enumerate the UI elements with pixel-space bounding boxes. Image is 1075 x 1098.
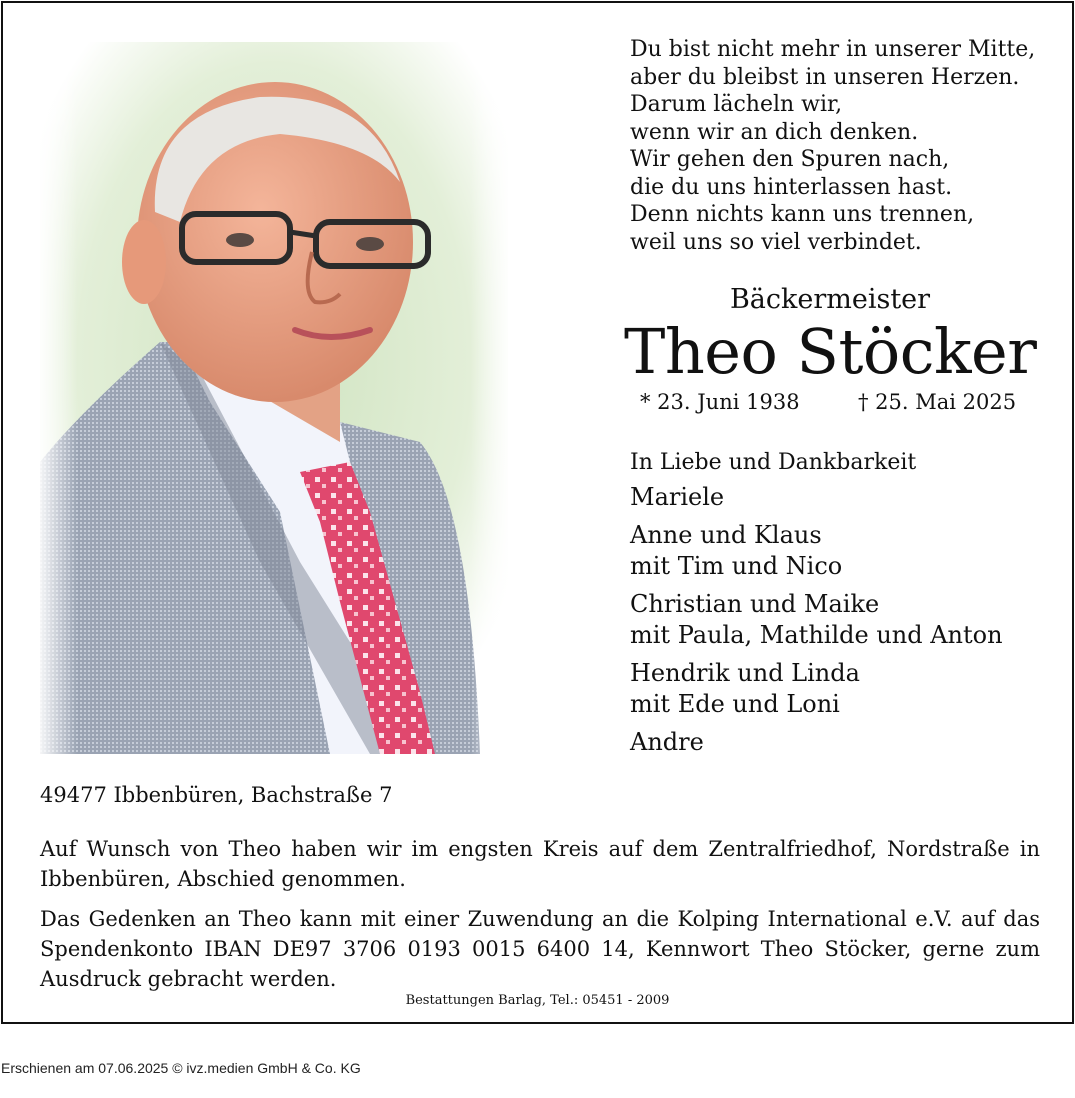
mourners-intro: In Liebe und Dankbarkeit bbox=[630, 450, 917, 475]
profession-title: Bäckermeister bbox=[729, 284, 931, 315]
poem-line: wenn wir an dich denken. bbox=[630, 119, 919, 145]
mourner-line: mit Paula, Mathilde und Anton bbox=[630, 621, 1003, 649]
mourner-line: Anne und Klaus bbox=[630, 521, 822, 549]
publication-footer: Erschienen am 07.06.2025 © ivz.medien GmbH & Co. KG bbox=[1, 1060, 361, 1076]
deceased-name: Theo Stöcker bbox=[624, 315, 1037, 388]
mourner-group bbox=[630, 482, 1003, 513]
mourner-group bbox=[630, 727, 1003, 758]
poem-line: aber du bleibst in unseren Herzen. bbox=[630, 64, 1020, 90]
mourner-line: mit Ede und Loni bbox=[630, 690, 840, 718]
family-address: 49477 Ibbenbüren, Bachstraße 7 bbox=[40, 783, 393, 807]
funeral-home: Bestattungen Barlag, Tel.: 05451 - 2009 bbox=[405, 993, 670, 1008]
funeral-notice: Auf Wunsch von Theo haben wir im engsten Kreis auf dem Zentralfriedhof, Nordstraße in Ibbenbüren, Abschied genommen. bbox=[40, 837, 1040, 891]
death-date: † 25. Mai 2025 bbox=[858, 390, 1017, 414]
mourner-group bbox=[630, 658, 1003, 720]
poem bbox=[630, 36, 1035, 256]
mourner-group bbox=[630, 589, 1003, 651]
mourner-line: mit Tim und Nico bbox=[630, 552, 843, 580]
mourner-line: Mariele bbox=[630, 483, 725, 511]
mourners-list bbox=[630, 448, 1003, 765]
mourner-line: Andre bbox=[630, 728, 704, 756]
mourner-line: Hendrik und Linda bbox=[630, 659, 860, 687]
mourner-line: Christian und Maike bbox=[630, 590, 880, 618]
poem-line: Denn nichts kann uns trennen, bbox=[630, 202, 975, 227]
poem-line: die du uns hinterlassen hast. bbox=[630, 174, 953, 200]
poem-line: Wir gehen den Spuren nach, bbox=[630, 147, 950, 172]
portrait-photo bbox=[40, 42, 508, 754]
mourner-group bbox=[630, 520, 1003, 582]
donation-notice: Das Gedenken an Theo kann mit einer Zuwendung an die Kolping International e.V. auf das Spendenkonto IBAN DE97 3706 0193 0015 6400 14, Kennwort Theo Stöcker, gerne zum Ausdruck gebracht werden. bbox=[40, 907, 1040, 991]
poem-line: Darum lächeln wir, bbox=[630, 92, 843, 117]
poem-line: Du bist nicht mehr in unserer Mitte, bbox=[630, 37, 1036, 62]
birth-date: * 23. Juni 1938 bbox=[640, 390, 800, 414]
poem-line: weil uns so viel verbindet. bbox=[630, 229, 922, 255]
life-dates bbox=[640, 390, 1020, 414]
